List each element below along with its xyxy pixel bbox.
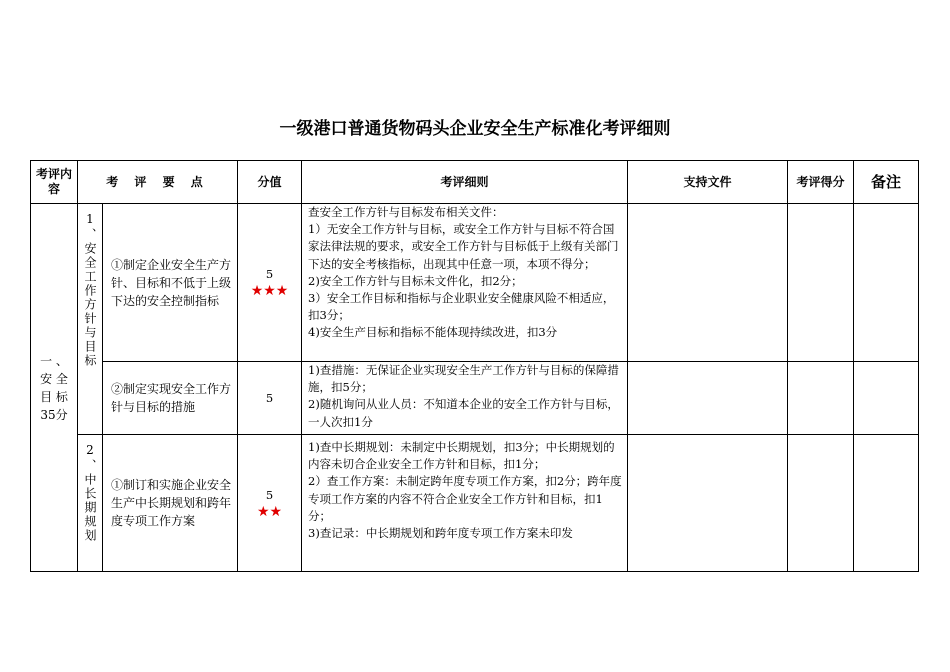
detail-line: 2)安全工作方针与目标未文件化，扣2分；: [308, 273, 523, 288]
group-label: 1、安全工作方针与目标: [83, 212, 97, 368]
score-cell: [238, 362, 302, 435]
header-content: 考评内容: [31, 161, 78, 204]
score-cell: [238, 204, 302, 362]
detail-cell: [302, 204, 628, 362]
detail-cell: [302, 362, 628, 435]
remark-cell[interactable]: [854, 204, 919, 362]
support-cell[interactable]: [628, 362, 788, 435]
detail-cell: [302, 435, 628, 572]
group-label-cell: [78, 204, 103, 435]
score-value: 5: [265, 487, 274, 502]
point-cell: ①制定企业安全生产方针、目标和不低于上级下达的安全控制指标: [103, 204, 238, 362]
table-row: [31, 362, 919, 435]
remark-cell[interactable]: [854, 362, 919, 435]
score-value: 5: [265, 390, 274, 405]
header-support: 支持文件: [628, 161, 788, 204]
header-remark: 备注: [854, 161, 919, 204]
header-score: 分值: [238, 161, 302, 204]
result-cell[interactable]: [788, 362, 854, 435]
header-details: 考评细则: [302, 161, 628, 204]
detail-line: 4)安全生产目标和指标不能体现持续改进，扣3分: [308, 325, 558, 340]
score-cell: [238, 435, 302, 572]
document-title: 一级港口普通货物码头企业安全生产标准化考评细则: [279, 119, 671, 139]
detail-line: 2)随机询问从业人员：不知道本企业的安全工作方针与目标，一人次扣1分: [308, 397, 619, 429]
detail-line: 1)查中长期规划：未制定中长期规划，扣3分；中长期规划的内容未切合企业安全工作方针和目标，扣1分；: [308, 440, 615, 472]
table-row: [31, 204, 919, 362]
detail-line: 1）无安全工作方针与目标，或安全工作方针与目标不符合国家法律法规的要求，或安全工作方针与目标低于上级有关部门下达的安全考核指标，出现其中任意一项，本项不得分；: [308, 222, 619, 271]
star-rating: ★★: [256, 503, 283, 520]
detail-line: 2）查工作方案：未制定跨年度专项工作方案，扣2分；跨年度专项工作方案的内容不符合企业安全工作方针和目标，扣1分；: [308, 474, 622, 523]
detail-line: 3）安全工作目标和指标与企业职业安全健康风险不相适应，扣3分；: [308, 291, 615, 323]
support-cell[interactable]: [628, 435, 788, 572]
detail-line: 3)查记录：中长期规划和跨年度专项工作方案未印发: [308, 526, 573, 541]
support-cell[interactable]: [628, 204, 788, 362]
group-label: 2、中长期规划: [83, 443, 97, 543]
category-label: 一 、 安 全 目 标 35分: [40, 353, 68, 422]
result-cell[interactable]: [788, 204, 854, 362]
category-cell: [31, 204, 78, 572]
star-rating: ★★★: [250, 283, 289, 299]
result-cell[interactable]: [788, 435, 854, 572]
header-points: 考 评 要 点: [78, 161, 238, 204]
detail-line: 1)查措施：无保证企业实现安全生产工作方针与目标的保障措施，扣5分；: [308, 363, 619, 395]
group-label-cell: [78, 435, 103, 572]
point-cell: ②制定实现安全工作方针与目标的措施: [103, 362, 238, 435]
detail-line: 查安全工作方针与目标发布相关文件：: [308, 205, 504, 219]
remark-cell[interactable]: [854, 435, 919, 572]
evaluation-table: [30, 160, 919, 572]
header-result: 考评得分: [788, 161, 854, 204]
score-value: 5: [265, 267, 274, 281]
header-row: [31, 161, 919, 204]
table-row: [31, 435, 919, 572]
point-cell: ①制订和实施企业安全生产中长期规划和跨年度专项工作方案: [103, 435, 238, 572]
